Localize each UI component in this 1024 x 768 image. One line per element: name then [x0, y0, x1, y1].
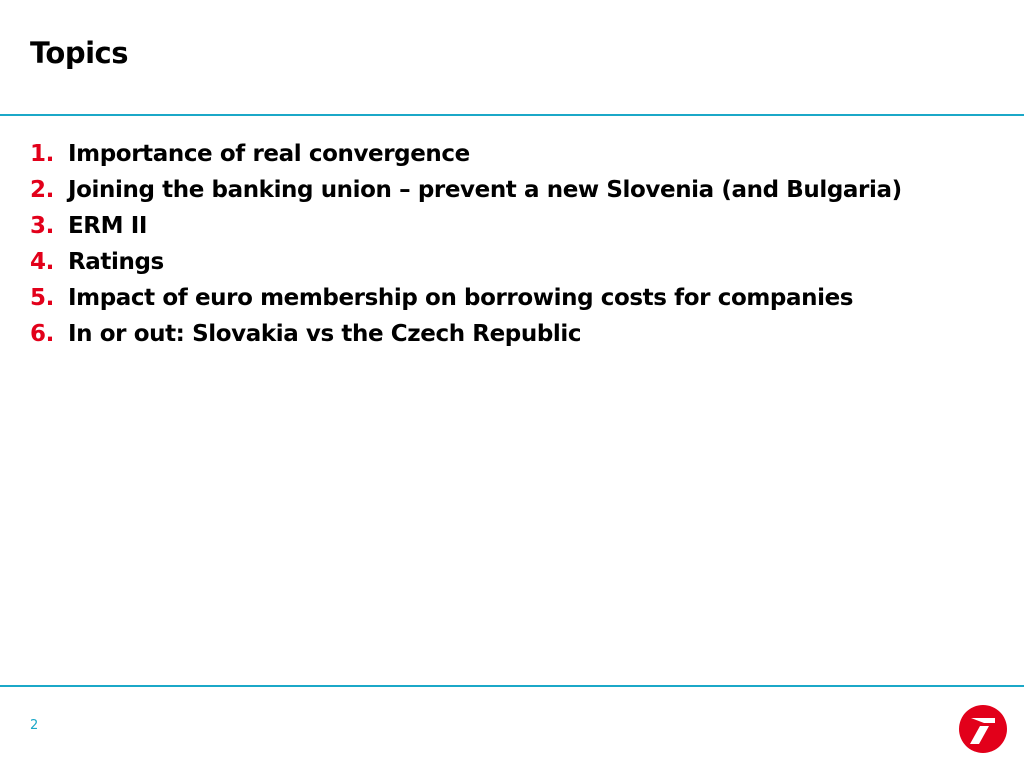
page-number: 2 — [30, 718, 39, 733]
topic-item — [30, 285, 902, 321]
topic-text: Importance of real convergence — [68, 141, 470, 167]
footer-divider — [0, 685, 1024, 687]
topic-number: 1. — [30, 141, 54, 167]
topic-text: Ratings — [68, 249, 164, 275]
topic-text: Impact of euro membership on borrowing costs for companies — [68, 285, 854, 311]
topic-number: 4. — [30, 249, 54, 275]
topic-number: 5. — [30, 285, 54, 311]
topic-text: In or out: Slovakia vs the Czech Republic — [68, 321, 582, 347]
unicredit-logo-icon — [958, 704, 1008, 754]
topic-number: 3. — [30, 213, 54, 239]
topic-number: 2. — [30, 177, 54, 203]
topic-text: Joining the banking union – prevent a new Slovenia (and Bulgaria) — [68, 177, 902, 203]
topic-item — [30, 249, 902, 285]
topic-number: 6. — [30, 321, 54, 347]
topic-item — [30, 321, 902, 357]
topic-item — [30, 141, 902, 177]
topic-item — [30, 213, 902, 249]
topic-text: ERM II — [68, 213, 148, 239]
header-divider — [0, 114, 1024, 116]
topics-list — [30, 141, 902, 357]
slide-title: Topics — [30, 36, 129, 70]
topic-item — [30, 177, 902, 213]
